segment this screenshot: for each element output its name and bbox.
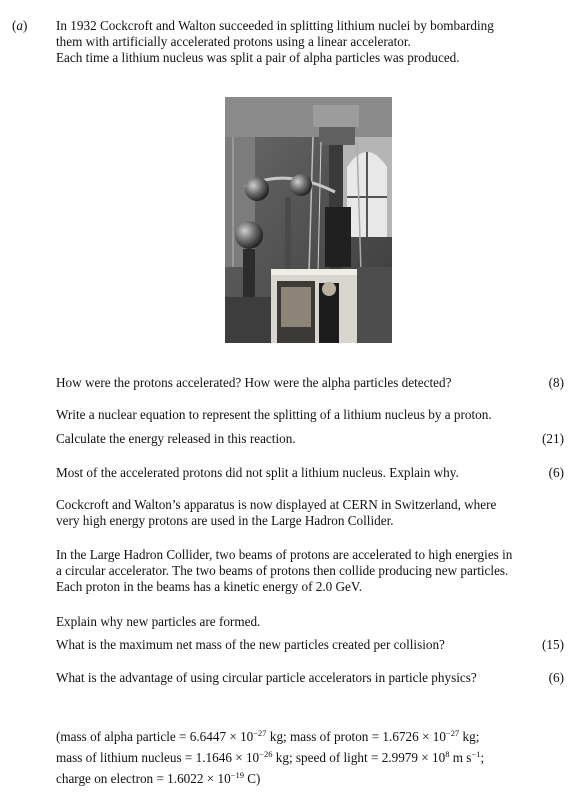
exponent: −19 — [230, 770, 244, 780]
intro-line: In 1932 Cockcroft and Walton succeeded in splitting lithium nuclei by bombarding — [56, 18, 494, 33]
lhc-paragraph — [56, 547, 566, 595]
question-1 — [56, 375, 566, 391]
question-2a — [56, 407, 566, 423]
question-2b — [56, 431, 566, 447]
intro-line: them with artificially accelerated protons using a linear accelerator. — [56, 34, 411, 49]
question-text: How were the protons accelerated? How were the alpha particles detected? — [56, 375, 452, 390]
constants-line — [56, 768, 566, 789]
exponent: −26 — [259, 749, 273, 759]
constant-text: m s — [449, 750, 472, 765]
marks-q4: (15) — [542, 637, 564, 652]
cockcroft-walton-photo — [225, 97, 392, 343]
constants-line — [56, 747, 566, 768]
question-text: Explain why new particles are formed. — [56, 614, 261, 629]
constant-text: kg; — [459, 729, 480, 744]
marks-q3: (6) — [548, 465, 564, 480]
marks-q1: (8) — [548, 375, 564, 390]
question-text: Calculate the energy released in this reaction. — [56, 431, 296, 446]
question-4a — [56, 614, 566, 630]
constants-block — [56, 726, 566, 789]
exponent: −1 — [471, 749, 481, 759]
marks-q2: (21) — [542, 431, 564, 446]
intro-line: Each time a lithium nucleus was split a pair of alpha particles was produced. — [56, 50, 460, 65]
constant-text: (mass of alpha particle = 6.6447 × 10 — [56, 729, 254, 744]
question-text: Write a nuclear equation to represent the splitting of a lithium nucleus by a proton. — [56, 407, 492, 422]
question-text: Most of the accelerated protons did not split a lithium nucleus. Explain why. — [56, 465, 459, 480]
question-5 — [56, 670, 566, 686]
exponent: −27 — [445, 728, 460, 738]
paragraph-line: very high energy protons are used in the Large Hadron Collider. — [56, 513, 394, 528]
constants-line — [56, 726, 566, 747]
question-text: What is the advantage of using circular particle accelerators in particle physics? — [56, 670, 477, 685]
paragraph-line: In the Large Hadron Collider, two beams of protons are accelerated to high energies in — [56, 547, 513, 562]
cern-paragraph — [56, 497, 566, 529]
constant-text: mass of lithium nucleus = 1.1646 × 10 — [56, 750, 260, 765]
constant-text: C) — [243, 771, 261, 786]
question-text: What is the maximum net mass of the new particles created per collision? — [56, 637, 445, 652]
paragraph-line: Cockcroft and Walton’s apparatus is now displayed at CERN in Switzerland, where — [56, 497, 497, 512]
apparatus-illustration — [225, 97, 392, 343]
question-4b — [56, 637, 566, 653]
paragraph-line: a circular accelerator. The two beams of protons then collide producing new particles. — [56, 563, 509, 578]
constant-text: kg; speed of light = 2.9979 × 10 — [272, 750, 446, 765]
constant-text: charge on electron = 1.6022 × 10 — [56, 771, 231, 786]
constant-text: kg; mass of proton = 1.6726 × 10 — [266, 729, 446, 744]
question-3 — [56, 465, 566, 481]
intro-paragraph — [56, 18, 566, 66]
paragraph-line: Each proton in the beams has a kinetic energy of 2.0 GeV. — [56, 579, 363, 594]
constant-text: ; — [480, 750, 485, 765]
part-label: (a) — [12, 18, 28, 33]
exponent: −27 — [253, 728, 267, 738]
part-label-letter: a — [16, 18, 23, 33]
marks-q5: (6) — [548, 670, 564, 685]
exponent: 8 — [445, 749, 450, 759]
